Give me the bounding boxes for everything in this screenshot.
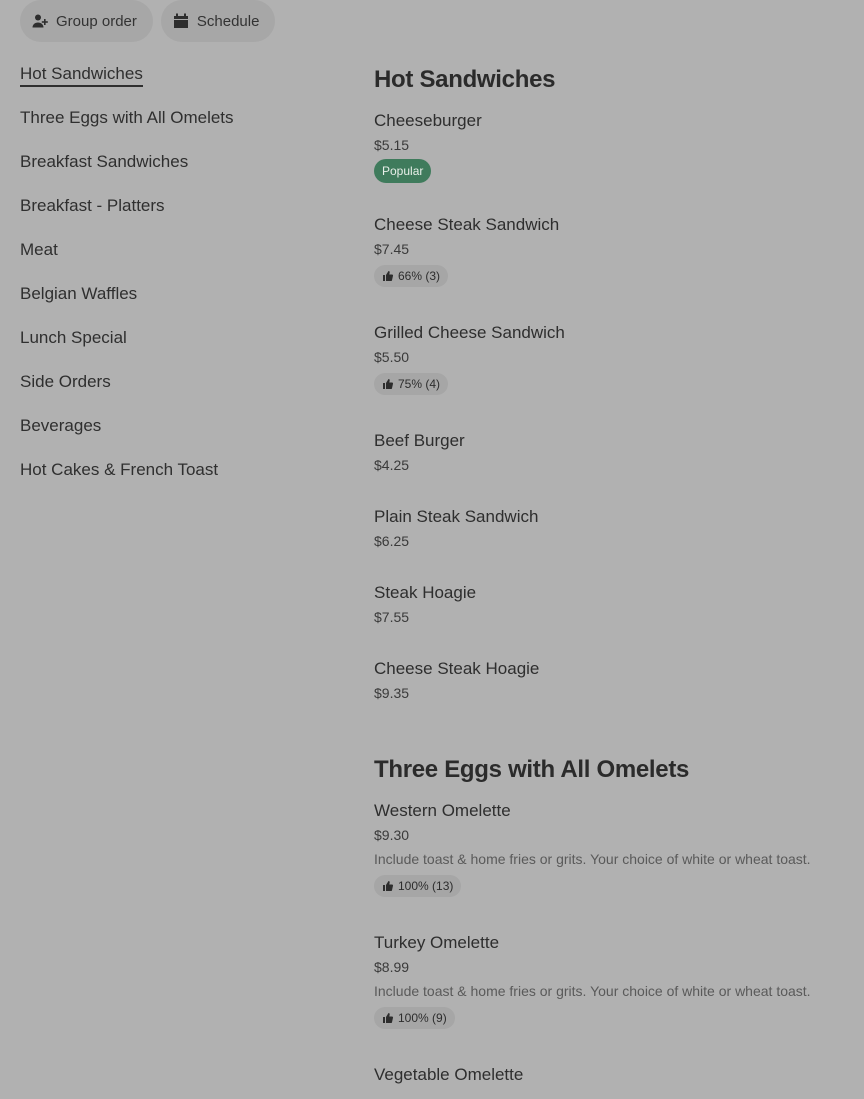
group-order-button[interactable]: [20, 0, 153, 42]
schedule-label: Schedule: [196, 12, 260, 30]
thumbs-up-icon: [382, 378, 394, 390]
item-price: $9.30: [374, 827, 410, 843]
sidebar-item-three-eggs-with-all-omelets[interactable]: Three Eggs with All Omelets: [20, 108, 234, 127]
thumbs-up-icon: [382, 1012, 394, 1024]
rating-badge: [374, 1007, 455, 1029]
group-order-label: Group order: [56, 12, 137, 30]
item-name: Western Omelette: [374, 801, 511, 820]
top-actions: [20, 0, 275, 42]
sidebar-item-breakfast-platters[interactable]: Breakfast - Platters: [20, 196, 165, 215]
rating-text: 100% (9): [398, 1011, 447, 1025]
menu-item-cheese-steak-hoagie[interactable]: [374, 658, 844, 754]
item-price: $9.35: [374, 685, 410, 701]
rating-text: 75% (4): [398, 377, 441, 391]
item-name: Cheese Steak Sandwich: [374, 215, 560, 234]
menu-item-cheese-steak-sandwich[interactable]: [374, 214, 844, 322]
category-sidebar: [20, 62, 340, 502]
sidebar-item-hot-cakes-french-toast[interactable]: Hot Cakes & French Toast: [20, 460, 219, 479]
thumbs-up-icon: [382, 270, 394, 282]
schedule-button[interactable]: [161, 0, 276, 42]
rating-badge: [374, 265, 448, 287]
sidebar-item-meat[interactable]: Meat: [20, 240, 58, 259]
menu-item-vegetable-omelette[interactable]: [374, 1064, 844, 1099]
item-name: Steak Hoagie: [374, 583, 477, 602]
sidebar-item-belgian-waffles[interactable]: Belgian Waffles: [20, 284, 138, 303]
item-name: Vegetable Omelette: [374, 1065, 524, 1084]
section-hot-sandwiches: [374, 64, 844, 754]
menu-item-steak-hoagie[interactable]: [374, 582, 844, 658]
item-name: Beef Burger: [374, 431, 465, 450]
item-price: $5.50: [374, 349, 410, 365]
item-description: Include toast & home fries or grits. Your choice of white or wheat toast.: [374, 983, 811, 999]
item-description: Include toast & home fries or grits. Your choice of white or wheat toast.: [374, 851, 811, 867]
item-price: $4.25: [374, 457, 410, 473]
thumbs-up-icon: [382, 880, 394, 892]
item-price: $7.45: [374, 241, 410, 257]
menu-item-plain-steak-sandwich[interactable]: [374, 506, 844, 582]
section-title: Three Eggs with All Omelets: [374, 756, 690, 783]
item-name: Grilled Cheese Sandwich: [374, 323, 565, 342]
item-price: $8.99: [374, 959, 410, 975]
sidebar-item-breakfast-sandwiches[interactable]: Breakfast Sandwiches: [20, 152, 189, 171]
rating-badge: [374, 875, 461, 897]
rating-badge: [374, 373, 448, 395]
item-name: Cheese Steak Hoagie: [374, 659, 540, 678]
menu-item-western-omelette[interactable]: [374, 800, 844, 932]
rating-text: 66% (3): [398, 269, 441, 283]
rating-text: 100% (13): [398, 879, 454, 893]
item-name: Cheeseburger: [374, 111, 482, 130]
menu-item-grilled-cheese-sandwich[interactable]: [374, 322, 844, 430]
person-add-icon: [32, 13, 48, 29]
sidebar-item-side-orders[interactable]: Side Orders: [20, 372, 111, 391]
sidebar-item-lunch-special[interactable]: Lunch Special: [20, 328, 127, 347]
section-three-eggs-with-all-omelets: [374, 754, 844, 1099]
item-price: $7.55: [374, 609, 410, 625]
menu-item-turkey-omelette[interactable]: [374, 932, 844, 1064]
sidebar-item-beverages[interactable]: Beverages: [20, 416, 102, 435]
menu-item-beef-burger[interactable]: [374, 430, 844, 506]
item-price: $5.15: [374, 137, 410, 153]
item-price: $6.25: [374, 533, 410, 549]
item-name: Turkey Omelette: [374, 933, 500, 952]
popular-badge: Popular: [374, 159, 431, 183]
section-title: Hot Sandwiches: [374, 66, 556, 93]
calendar-icon: [173, 13, 189, 29]
menu-content: [374, 64, 844, 1099]
sidebar-item-hot-sandwiches[interactable]: Hot Sandwiches: [20, 62, 340, 106]
item-name: Plain Steak Sandwich: [374, 507, 539, 526]
menu-item-cheeseburger[interactable]: [374, 110, 844, 214]
